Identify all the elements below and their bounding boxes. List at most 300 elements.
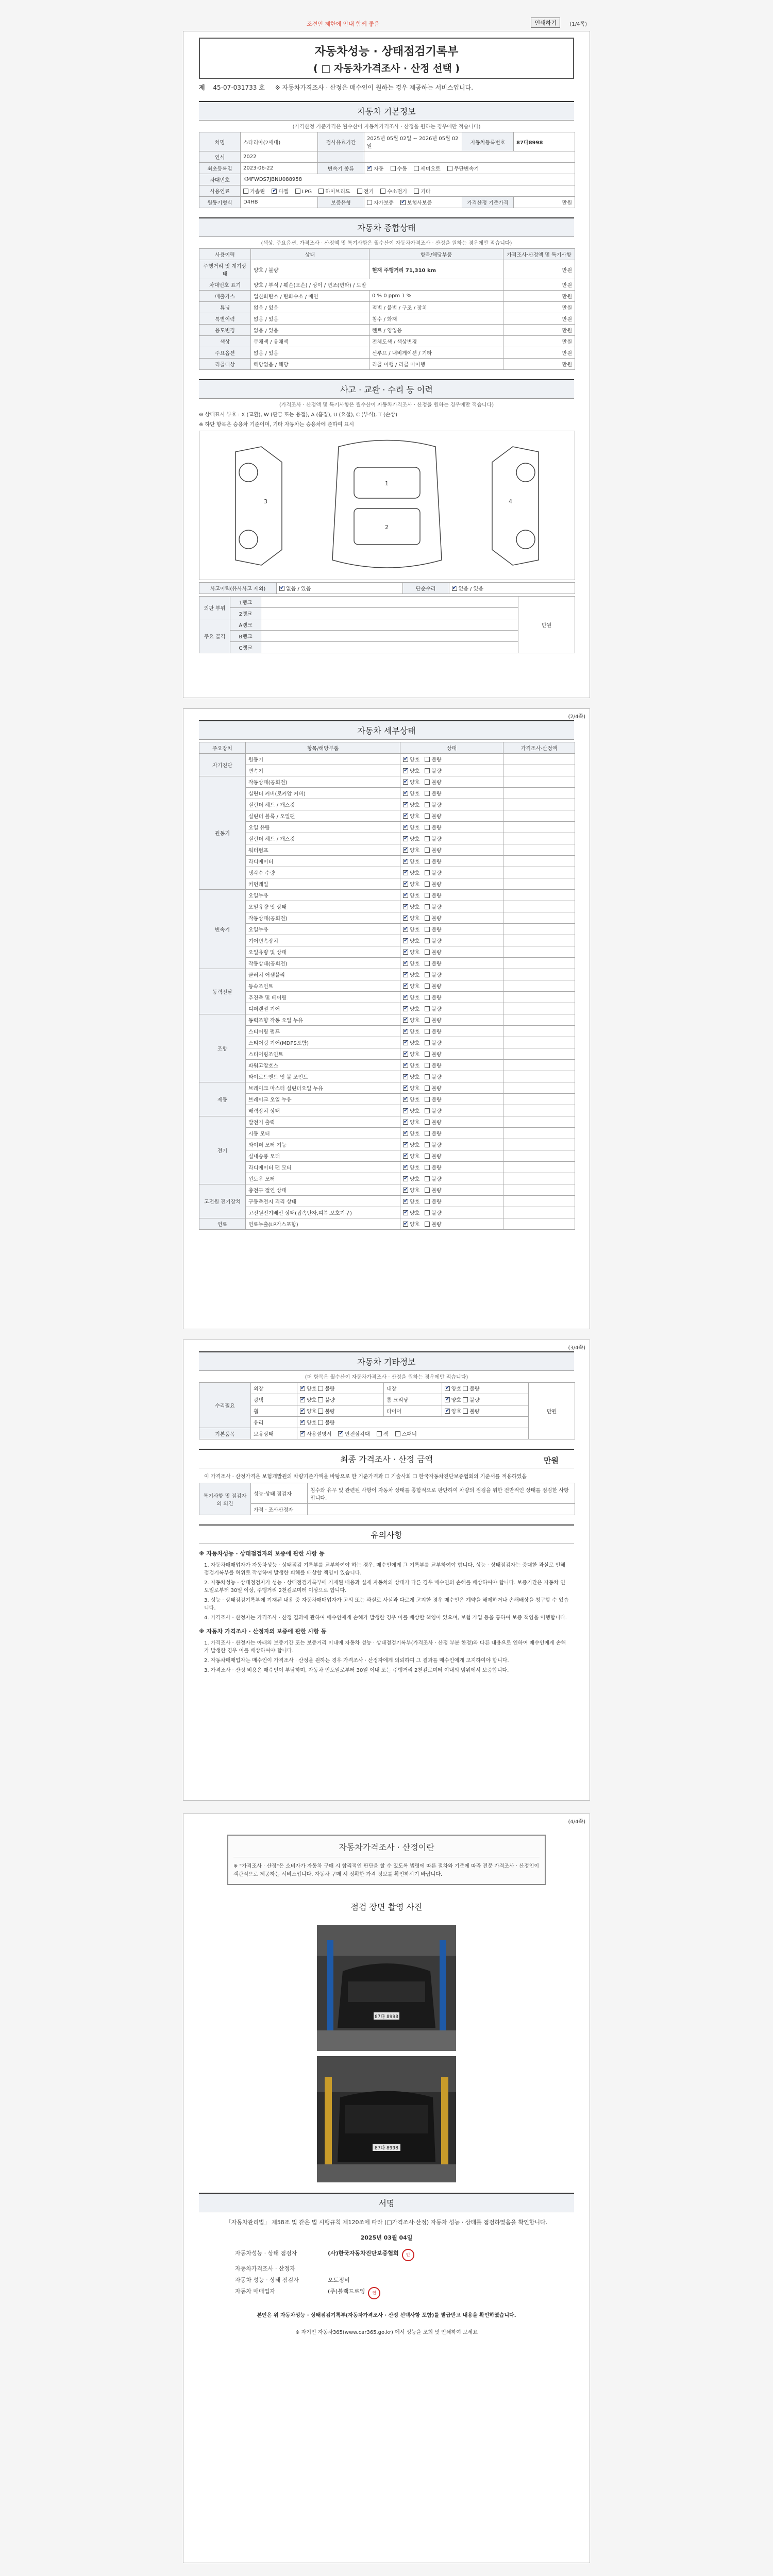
doc-no-suffix: 호: [259, 84, 265, 91]
amount-cell: [503, 776, 575, 788]
amount-cell: [503, 867, 575, 878]
checkbox-icon: [425, 1142, 430, 1147]
notice-body-2: [204, 1639, 569, 1674]
table-cell: 내장: [384, 1383, 442, 1394]
checkbox-icon: [300, 1386, 305, 1391]
amount-cell: [503, 844, 575, 856]
checkbox-icon: [452, 586, 457, 591]
notice-paragraph: 2. 자동차성능 · 상태점검자가 성능 · 상태점검기록부에 기재된 내용과 실제 자동차의 상태가 다른 경우 매수인의 손해를 배상하여야 합니다. 보증기간은 자동차 인도일로부터 30일 이상, 주행거리 2천킬로미터 이상으로 합니다.: [204, 1580, 565, 1594]
table-row: [199, 788, 575, 799]
amount-cell: [503, 1150, 575, 1162]
signature-row: [235, 2276, 538, 2284]
status-cell: [400, 833, 503, 844]
checkbox-icon: [403, 859, 408, 864]
detail-status-table: [199, 742, 575, 1230]
table-cell: 렌트 / 영업용: [369, 325, 503, 336]
basic-info-table: [199, 132, 575, 208]
simple-repair-cell: [449, 583, 575, 594]
option-text: 보험사보증: [407, 200, 432, 206]
checkbox-icon: [403, 961, 408, 966]
checkbox-icon: [403, 836, 408, 841]
amount-cell: [503, 890, 575, 901]
checkbox-icon: [403, 779, 408, 785]
photo-title: 점검 장면 촬영 사진: [199, 1897, 574, 1916]
table-cell: 2022: [241, 151, 318, 163]
status-cell: [400, 924, 503, 935]
table-cell: ✔ 양호 불량: [442, 1405, 528, 1417]
option-text: 불량: [431, 814, 442, 820]
item-label: 오일 유량: [246, 822, 400, 833]
checkbox-icon: [403, 1199, 408, 1204]
table-cell: 없음 / 있음: [458, 586, 483, 592]
table-cell: [261, 631, 518, 642]
table-row: [199, 1048, 575, 1060]
table-row: [199, 856, 575, 867]
table-cell: [308, 1504, 575, 1515]
item-label: 라디에이터 팬 모터: [246, 1162, 400, 1173]
status-cell: [400, 992, 503, 1003]
top-bar: [183, 15, 590, 30]
checkbox-icon: [425, 1210, 430, 1215]
table-cell: 만원: [503, 279, 575, 291]
option-text: 불량: [431, 905, 442, 910]
notice-paragraph: 4. 가격조사 · 산정자는 가격조사 · 산정 결과에 관하여 매수인에게 손해가 발생한 경우 이를 배상할 책임이 있으며, 보험 가입 등을 통하여 보증 책임을 이행합니다.: [204, 1615, 567, 1621]
group-label: 전기: [199, 1116, 246, 1184]
table-cell: 만원: [503, 291, 575, 302]
option-text: 스패너: [401, 1432, 417, 1437]
table-cell: 만원: [503, 347, 575, 359]
option-text: 양호: [410, 1052, 420, 1058]
amount-cell: [503, 1139, 575, 1150]
table-header: 2랭크: [230, 608, 261, 619]
table-row: [199, 1105, 575, 1116]
status-cell: [400, 1003, 503, 1014]
amount-cell: [503, 980, 575, 992]
table-header: 자동차등록번호: [462, 132, 514, 151]
table-row: [199, 174, 575, 185]
license-plate-text: 87다 8998: [375, 2146, 398, 2151]
table-header: 상태: [400, 742, 503, 754]
option-text: 양호: [410, 1097, 420, 1103]
option-text: 양호: [410, 1131, 420, 1137]
option-text: 양호: [410, 1222, 420, 1228]
option-text: 불량: [431, 1041, 442, 1046]
transmission-cell: [364, 163, 575, 174]
page-count: (1/4쪽): [569, 22, 587, 27]
signature-date: 2025년 03월 04일: [360, 2234, 413, 2241]
item-label: 브레이크 마스터 실린더오일 누유: [246, 1082, 400, 1094]
table-header: 원동기형식: [199, 197, 241, 208]
accident-summary-table: [199, 582, 575, 594]
option-text: 자가보증: [374, 200, 394, 206]
table-row: [199, 833, 575, 844]
table-row: [199, 844, 575, 856]
checkbox-icon: [425, 1188, 430, 1193]
amount-cell: [503, 1026, 575, 1037]
option-text: 불량: [431, 859, 442, 865]
table-header: 보증유형: [318, 197, 364, 208]
table-cell: 전체도색 / 색상변경: [369, 336, 503, 347]
table-cell: 양호 / 불량: [251, 260, 369, 279]
table-row: [199, 597, 575, 608]
table-cell: 침수와 유무 및 관련된 사항이 자동차 상태를 종합적으로 판단하여 차량의 점검을 위한 전반적인 상태를 점검한 사항입니다.: [308, 1483, 575, 1504]
checkbox-icon: [318, 1386, 323, 1391]
table-cell: 만원: [529, 1383, 575, 1439]
car-top-view: [332, 440, 442, 568]
checkbox-icon: [367, 200, 372, 205]
table-row: [199, 1139, 575, 1150]
status-cell: [400, 1184, 503, 1196]
amount-cell: [503, 1162, 575, 1173]
checkbox-icon: [425, 1018, 430, 1023]
group-label: 원동기: [199, 776, 246, 890]
final-price-amount: 만원: [544, 1456, 559, 1465]
amount-cell: [503, 822, 575, 833]
option-text: 양호: [410, 859, 420, 865]
table-header: 주요장치: [199, 742, 246, 754]
item-label: 연료누출(LP가스포함): [246, 1218, 400, 1230]
table-header: 사용연료: [199, 185, 241, 197]
checkbox-icon: [425, 1199, 430, 1204]
option-text: 수동: [397, 166, 407, 172]
item-label: 냉각수 수량: [246, 867, 400, 878]
checkbox-icon: [395, 1431, 400, 1436]
item-label: 스티어링 기어(MDPS포함): [246, 1037, 400, 1048]
status-cell: [400, 1048, 503, 1060]
checkbox-icon: [447, 166, 452, 171]
option-text: 불량: [431, 780, 442, 786]
amount-cell: [503, 1184, 575, 1196]
item-label: 원동기: [246, 754, 400, 765]
item-label: 스티어링조인트: [246, 1048, 400, 1060]
checkbox-icon: [403, 1006, 408, 1011]
item-label: 워터펌프: [246, 844, 400, 856]
table-row: [199, 260, 575, 279]
table-row: [199, 1094, 575, 1105]
car-damage-diagram: [199, 431, 575, 580]
item-label: 디퍼렌셜 기어: [246, 1003, 400, 1014]
checkbox-icon: [414, 166, 419, 171]
photo-rear-svg: [317, 2056, 456, 2182]
table-cell: 87다8998: [514, 132, 575, 151]
option-text: 양호: [410, 825, 420, 831]
item-label: 타이로드엔드 및 볼 조인트: [246, 1071, 400, 1082]
item-label: 클러치 어셈블리: [246, 969, 400, 980]
amount-cell: [503, 1218, 575, 1230]
signature-label: 자동차가격조사 · 산정자: [235, 2265, 295, 2272]
amount-cell: [503, 992, 575, 1003]
table-row: [199, 1184, 575, 1196]
checkbox-icon: [403, 848, 408, 853]
checkbox-icon: [403, 893, 408, 898]
checkbox-icon: [425, 1074, 430, 1079]
overall-status-title: 자동차 종합상태: [199, 217, 574, 237]
table-header: 1랭크: [230, 597, 261, 608]
table-row: [199, 279, 575, 291]
option-text: 양호: [410, 814, 420, 820]
option-text: 양호: [410, 995, 420, 1001]
checkbox-icon: [425, 1131, 430, 1136]
status-cell: [400, 788, 503, 799]
table-cell: 현재 주행거리 71,310 km: [369, 260, 503, 279]
checkbox-icon: [318, 1409, 323, 1414]
overall-status-table: [199, 248, 575, 370]
table-cell: 일산화탄소 / 탄화수소 / 매연: [251, 291, 369, 302]
car-right-side: [492, 447, 539, 565]
item-label: 와이퍼 모터 기능: [246, 1139, 400, 1150]
car-left-side: [236, 447, 282, 565]
seal-stamp: 인: [402, 2249, 414, 2261]
option-text: 불량: [431, 882, 442, 888]
option-text: 양호: [410, 984, 420, 990]
table-header: 수리필요: [199, 1383, 251, 1428]
signature-title: 서명: [199, 2193, 574, 2212]
table-cell: 적법 / 불법 / 구조 / 장치: [369, 302, 503, 313]
table-row: [199, 163, 575, 174]
option-text: 사용설명서: [306, 1432, 332, 1437]
checkbox-icon: [403, 904, 408, 909]
item-label: 오일누유: [246, 924, 400, 935]
table-header: 주요 골격: [199, 619, 230, 653]
table-row: [199, 799, 575, 810]
option-text: 양호: [410, 927, 420, 933]
table-cell: 선루프 / 내비게이션 / 기타: [369, 347, 503, 359]
checkbox-icon: [463, 1409, 468, 1414]
rank-table: [199, 596, 575, 653]
signature-label: 자동차성능 · 상태 점검자: [235, 2250, 297, 2257]
option-text: 양호: [410, 1041, 420, 1046]
checkbox-icon: [318, 189, 324, 194]
amount-cell: [503, 1003, 575, 1014]
table-cell: 만원: [518, 597, 575, 653]
table-cell: 없음 / 있음: [251, 302, 369, 313]
status-cell: [400, 1162, 503, 1173]
status-cell: [400, 810, 503, 822]
checkbox-icon: [403, 1188, 408, 1193]
checkbox-icon: [463, 1386, 468, 1391]
checkbox-icon: [300, 1397, 305, 1402]
signature-row: [235, 2264, 538, 2273]
item-label: 추진축 및 베어링: [246, 992, 400, 1003]
checkbox-icon: [425, 927, 430, 932]
page-count: (2/4쪽): [568, 714, 585, 720]
print-button[interactable]: 인쇄하기: [531, 18, 560, 28]
signature-value: 오토정비: [328, 2277, 350, 2283]
table-row: [199, 958, 575, 969]
checkbox-icon: [425, 1052, 430, 1057]
checkbox-icon: [403, 984, 408, 989]
notice-body-1: [204, 1562, 569, 1622]
checkbox-icon: [272, 189, 277, 194]
option-text: 자동: [374, 166, 384, 172]
status-cell: [400, 765, 503, 776]
table-row: [199, 1207, 575, 1218]
notice-heading-2: ※ 자동차 가격조사 · 산정자의 보증에 관한 사항 등: [199, 1628, 327, 1635]
amount-cell: [503, 912, 575, 924]
checkbox-icon: [425, 1165, 430, 1170]
option-text: 불량: [431, 961, 442, 967]
accident-legend-1: ※ 상태표시 부호 : X (교환), W (판금 또는 용접), A (흠집), U (요철), C (부식), T (손상): [199, 412, 398, 418]
checkbox-icon: [403, 950, 408, 955]
checkbox-icon: [445, 1409, 450, 1414]
status-cell: [400, 1060, 503, 1071]
table-cell: 보유상태: [251, 1428, 297, 1439]
option-text: 불량: [431, 791, 442, 797]
item-label: 브레이크 오일 누유: [246, 1094, 400, 1105]
doc-note: ※ 자동차가격조사 · 산정은 매수인이 원하는 경우 제공하는 서비스입니다.: [275, 84, 474, 91]
option-text: 불량: [431, 1199, 442, 1205]
table-cell: 없음 / 있음: [251, 313, 369, 325]
amount-cell: [503, 1173, 575, 1184]
amount-cell: [503, 1014, 575, 1026]
checkbox-icon: [403, 1165, 408, 1170]
table-header: 연식: [199, 151, 241, 163]
signature-row: [235, 2249, 538, 2261]
notice-paragraph: 3. 가격조사 · 산정 비용은 매수인이 부담하며, 자동차 인도일로부터 30일 이내 또는 주행거리 2천킬로미터 이내의 범위에서 보증합니다.: [204, 1668, 509, 1673]
checkbox-icon: [403, 1040, 408, 1045]
table-row: [199, 1504, 575, 1515]
checkbox-icon: [403, 1074, 408, 1079]
document-number-row: [199, 83, 574, 92]
item-label: 윈도우 모터: [246, 1173, 400, 1184]
checkbox-icon: [425, 961, 430, 966]
table-cell: 없음 / 있음: [251, 347, 369, 359]
option-text: 불량: [431, 1154, 442, 1160]
option-text: 불량: [431, 927, 442, 933]
amount-cell: [503, 958, 575, 969]
status-cell: [400, 1116, 503, 1128]
table-header: 차대번호: [199, 174, 241, 185]
amount-cell: [503, 856, 575, 867]
inspection-photo-front: [317, 1925, 456, 2051]
notice-title: 유의사항: [199, 1524, 574, 1544]
document-subtitle: ( □ 자동차가격조사 · 산정 선택 ): [313, 63, 460, 74]
amount-cell: [503, 935, 575, 946]
option-text: 양호: [410, 882, 420, 888]
table-row: [199, 1483, 575, 1504]
amount-cell: [503, 1207, 575, 1218]
status-cell: [400, 1196, 503, 1207]
table-header: 상태: [251, 249, 369, 260]
checkbox-icon: [243, 189, 248, 194]
table-cell: 가격 · 조사산정자: [251, 1504, 308, 1515]
amount-cell: [503, 1105, 575, 1116]
checkbox-icon: [367, 166, 372, 171]
status-cell: [400, 912, 503, 924]
checkbox-icon: [338, 1431, 343, 1436]
checkbox-icon: [425, 1108, 430, 1113]
table-cell: [261, 619, 518, 631]
table-cell: 0 % 0 ppm 1 %: [369, 291, 503, 302]
table-row: [199, 822, 575, 833]
table-cell: 무채색 / 유채색: [251, 336, 369, 347]
checkbox-icon: [425, 802, 430, 807]
basic-info-title: 자동차 기본정보: [199, 101, 574, 121]
basic-info-note: (가격산정 기준가격은 월수산이 자동차가격조사 · 산정을 원하는 경우에만 적습니다): [292, 124, 481, 130]
status-cell: [400, 890, 503, 901]
amount-cell: [503, 1037, 575, 1048]
table-row: [199, 132, 575, 151]
option-text: 양호: [410, 1075, 420, 1080]
checkbox-icon: [403, 870, 408, 875]
checkbox-icon: [391, 166, 396, 171]
table-header: 사고이력(유사사고 제외): [199, 583, 277, 594]
checkbox-icon: [425, 1006, 430, 1011]
option-text: 양호: [410, 757, 420, 763]
checkbox-icon: [425, 1176, 430, 1181]
item-label: 동력조향 작동 오일 누유: [246, 1014, 400, 1026]
amount-cell: [503, 833, 575, 844]
table-row: [199, 1218, 575, 1230]
status-cell: [400, 1139, 503, 1150]
checkbox-icon: [425, 995, 430, 1000]
table-row: [199, 969, 575, 980]
warranty-cell: [364, 197, 462, 208]
option-text: 양호: [410, 961, 420, 967]
table-row: [199, 1394, 575, 1405]
item-label: 배력장치 상태: [246, 1105, 400, 1116]
table-row: [199, 302, 575, 313]
table-header: 차명: [199, 132, 241, 151]
table-header: 검사유효기간: [318, 132, 364, 151]
checkbox-icon: [425, 1222, 430, 1227]
amount-cell: [503, 1196, 575, 1207]
item-label: 등속조인트: [246, 980, 400, 992]
checkbox-icon: [463, 1397, 468, 1402]
amount-cell: [503, 1082, 575, 1094]
checkbox-icon: [403, 802, 408, 807]
checkbox-icon: [425, 1086, 430, 1091]
appraisal-box-text: ※ "가격조사 · 산정"은 소비자가 자동차 구매 시 합리적인 판단을 할 수 있도록 법령에 따른 절차와 기준에 따라 전문 가격조사 · 산정인이 객관적으로 제공하는 서비스입니다. 자동차 구매 시 정확한 가격 정보를 확인하시기 바랍니다.: [233, 1863, 540, 1877]
table-row: [199, 776, 575, 788]
option-text: 양호: [410, 1143, 420, 1148]
part-number: 4: [509, 498, 512, 505]
checkbox-icon: [403, 1154, 408, 1159]
option-text: 양호: [410, 1154, 420, 1160]
item-label: 오일유량 및 상태: [246, 901, 400, 912]
option-text: 수소전기: [387, 189, 407, 195]
signature-row: [235, 2287, 538, 2299]
checkbox-icon: [425, 1029, 430, 1034]
table-row: [199, 1082, 575, 1094]
document-title-box: [199, 38, 574, 79]
option-text: 불량: [431, 995, 442, 1001]
table-cell: ✔ 양호 불량: [442, 1394, 528, 1405]
checkbox-icon: [403, 1142, 408, 1147]
item-label: 충전구 절연 상태: [246, 1184, 400, 1196]
table-row: [199, 1150, 575, 1162]
checkbox-icon: [403, 1210, 408, 1215]
table-cell: [261, 642, 518, 653]
option-text: 양호: [410, 973, 420, 978]
status-cell: [400, 1150, 503, 1162]
checkbox-icon: [425, 836, 430, 841]
fuel-cell: [241, 185, 575, 197]
option-text: 불량: [431, 837, 442, 842]
checkbox-icon: [403, 814, 408, 819]
option-text: 불량: [431, 1120, 442, 1126]
group-label: 연료: [199, 1218, 246, 1230]
notice-heading-1: ※ 자동차성능 · 상태점검자의 보증에 관한 사항 등: [199, 1550, 325, 1557]
option-text: 기타: [421, 189, 431, 195]
row-label: 차대번호 표기: [199, 279, 251, 291]
document-title: 자동차성능 · 상태점검기록부: [314, 45, 459, 58]
checkbox-icon: [403, 1063, 408, 1068]
table-cell: ✔ 양호 불량: [297, 1417, 528, 1428]
table-cell: 스타리아(2세대): [241, 132, 318, 151]
final-price-note: 이 가격조사 · 산정가격은 보험개발원의 차량기준가액을 바탕으로 한 기준가격과 ☐ 기술사회 ☐ 한국자동차진단보증협회의 기준서를 적용하였음: [204, 1474, 527, 1480]
checkbox-icon: [425, 1097, 430, 1102]
